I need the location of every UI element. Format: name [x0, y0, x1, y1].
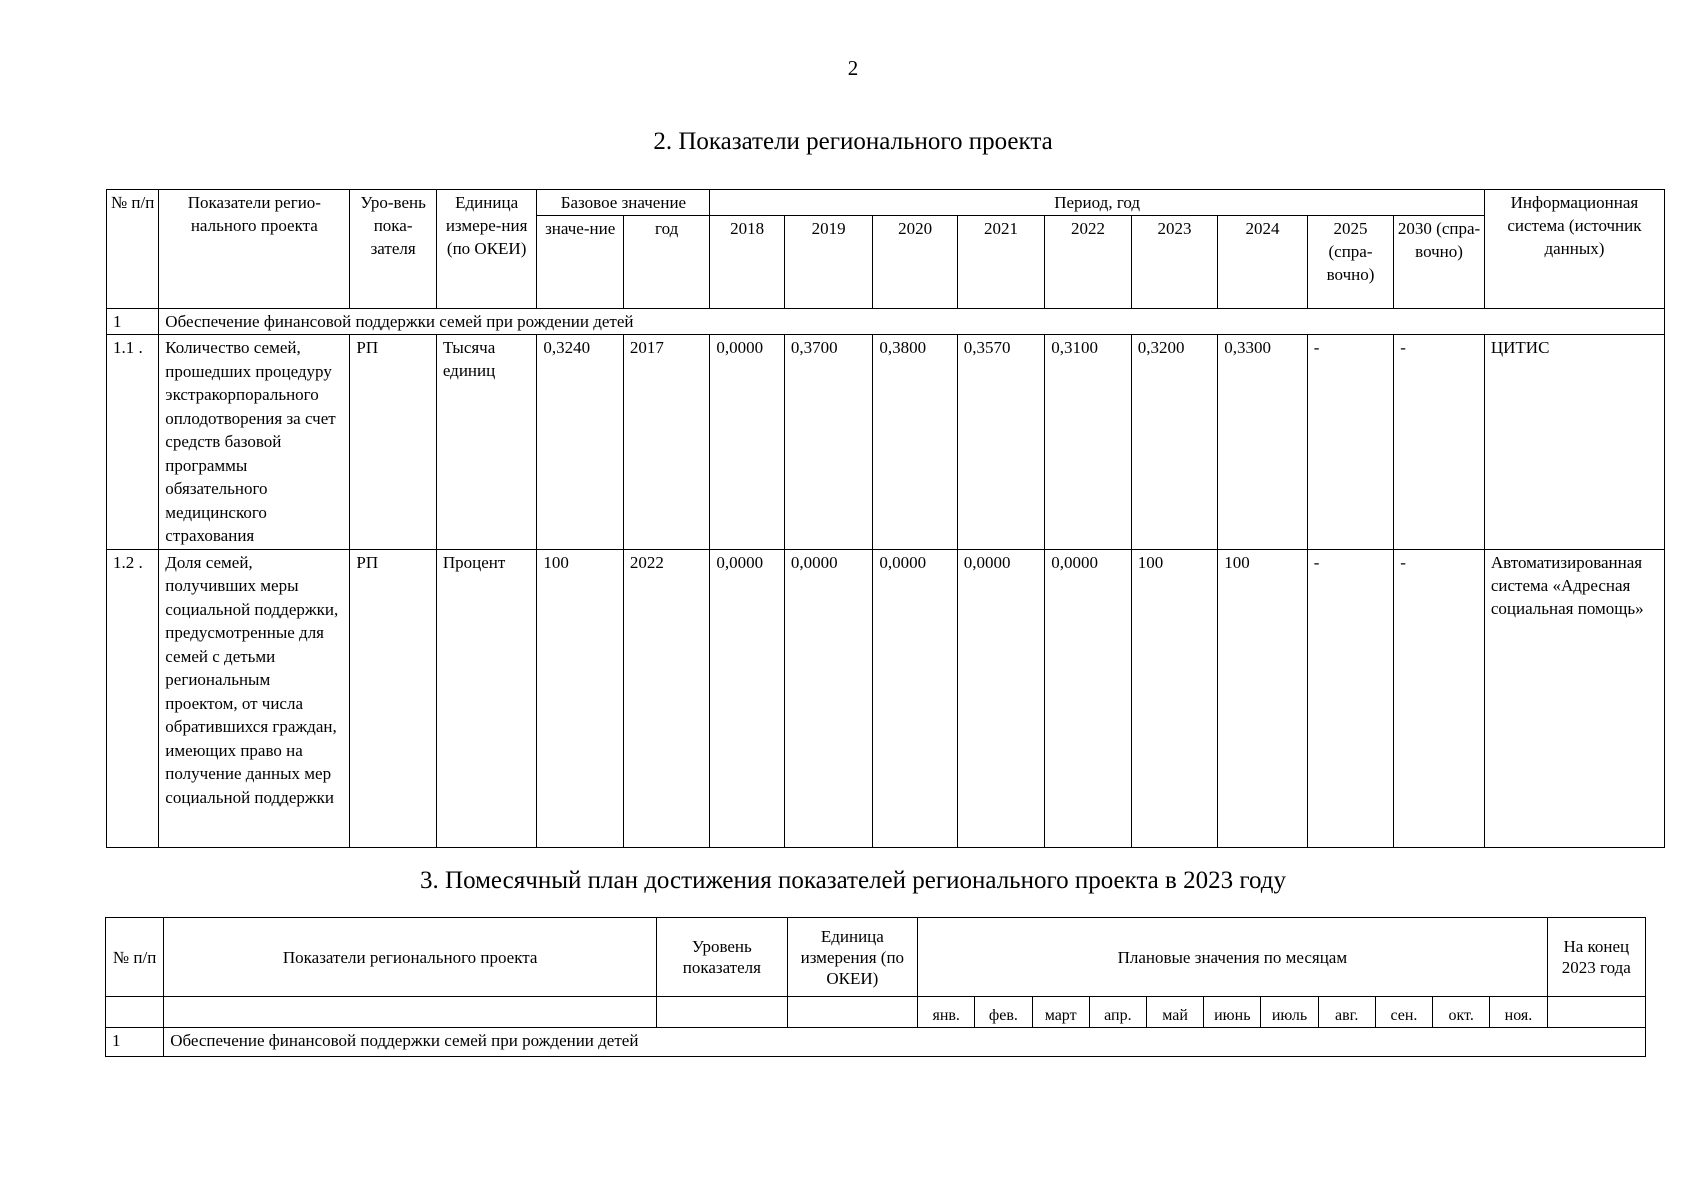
header-year: 2025 (спра-вочно): [1307, 216, 1393, 309]
row-value: 0,3200: [1131, 335, 1217, 550]
empty-cell: [787, 997, 918, 1028]
monthly-plan-table: [105, 917, 1646, 1057]
month-cell: март: [1032, 997, 1089, 1028]
month-cell: апр.: [1089, 997, 1146, 1028]
row-value: -: [1394, 549, 1485, 847]
row-level: РП: [350, 335, 436, 550]
month-cell: июль: [1261, 997, 1318, 1028]
row-value: -: [1394, 335, 1485, 550]
row-num: 1.1 .: [107, 335, 159, 550]
row-value: 0,0000: [784, 549, 873, 847]
row-base-year: 2022: [623, 549, 710, 847]
header-num: № п/п: [106, 918, 164, 997]
header-info: Информационная система (источник данных): [1484, 190, 1664, 309]
header-year: 2022: [1045, 216, 1131, 309]
months-row: [106, 997, 1646, 1028]
month-cell: июнь: [1204, 997, 1261, 1028]
group-num: 1: [107, 309, 159, 335]
header-unit: Единица измере-ния (по ОКЕИ): [436, 190, 537, 309]
table-row: [107, 335, 1665, 550]
header-year: 2021: [957, 216, 1044, 309]
empty-cell: [164, 997, 657, 1028]
group-num: 1: [106, 1028, 164, 1057]
header-indicator: Показатели регио-нального проекта: [159, 190, 350, 309]
header-unit: Единица измерения (по ОКЕИ): [787, 918, 918, 997]
row-value: 0,0000: [710, 549, 784, 847]
row-indicator: Доля семей, получивших меры социальной поддержки, предусмотренные для семей с детьми региональным проектом, от числа обратившихся граждан, имеющих право на получение данных мер социальной поддержки: [159, 549, 350, 847]
header-period: Период, год: [710, 190, 1484, 216]
header-end-of-year: На конец 2023 года: [1547, 918, 1645, 997]
row-level: РП: [350, 549, 436, 847]
row-unit: Тысяча единиц: [436, 335, 537, 550]
header-year: 2024: [1218, 216, 1308, 309]
header-planned: Плановые значения по месяцам: [918, 918, 1548, 997]
row-unit: Процент: [436, 549, 537, 847]
empty-cell: [106, 997, 164, 1028]
group-title: Обеспечение финансовой поддержки семей при рождении детей: [164, 1028, 1646, 1057]
row-value: 0,3800: [873, 335, 957, 550]
header-year: 2020: [873, 216, 957, 309]
section-2-title: 2. Показатели регионального проекта: [653, 128, 1053, 155]
row-value: 100: [1131, 549, 1217, 847]
indicators-table: [106, 189, 1665, 848]
row-info: Автоматизированная система «Адресная социальная помощь»: [1484, 549, 1664, 847]
header-indicator: Показатели регионального проекта: [164, 918, 657, 997]
empty-cell: [657, 997, 788, 1028]
row-value: 0,0000: [710, 335, 784, 550]
month-cell: окт.: [1433, 997, 1490, 1028]
table-row: [107, 549, 1665, 847]
row-value: 0,3700: [784, 335, 873, 550]
month-cell: фев.: [975, 997, 1032, 1028]
row-value: -: [1307, 335, 1393, 550]
row-value: 0,3570: [957, 335, 1044, 550]
row-value: 0,3300: [1218, 335, 1308, 550]
month-cell: сен.: [1375, 997, 1432, 1028]
month-cell: янв.: [918, 997, 975, 1028]
header-level: Уровень показателя: [657, 918, 788, 997]
month-cell: май: [1146, 997, 1203, 1028]
row-base-value: 0,3240: [537, 335, 623, 550]
row-value: 0,0000: [873, 549, 957, 847]
header-level: Уро-вень пока-зателя: [350, 190, 436, 309]
header-year: 2023: [1131, 216, 1217, 309]
row-base-year: 2017: [623, 335, 710, 550]
header-base-value: значе-ние: [537, 216, 623, 309]
row-value: 0,3100: [1045, 335, 1131, 550]
group-row: [106, 1028, 1646, 1057]
header-num: № п/п: [107, 190, 159, 309]
row-info: ЦИТИС: [1484, 335, 1664, 550]
row-value: 100: [1218, 549, 1308, 847]
month-cell: авг.: [1318, 997, 1375, 1028]
page-number: 2: [847, 56, 859, 80]
header-year: 2018: [710, 216, 784, 309]
row-value: 0,0000: [1045, 549, 1131, 847]
header-year: 2019: [784, 216, 873, 309]
group-row: [107, 309, 1665, 335]
row-value: 0,0000: [957, 549, 1044, 847]
group-title: Обеспечение финансовой поддержки семей при рождении детей: [159, 309, 1665, 335]
header-base: Базовое значение: [537, 190, 710, 216]
header-base-year: год: [623, 216, 710, 309]
section-3-title: 3. Помесячный план достижения показателей регионального проекта в 2023 году: [420, 867, 1286, 894]
empty-cell: [1547, 997, 1645, 1028]
row-value: -: [1307, 549, 1393, 847]
row-num: 1.2 .: [107, 549, 159, 847]
row-base-value: 100: [537, 549, 623, 847]
header-year: 2030 (спра-вочно): [1394, 216, 1485, 309]
month-cell: ноя.: [1490, 997, 1547, 1028]
row-indicator: Количество семей, прошедших процедуру экстракорпорального оплодотворения за счет средств базовой программы обязательного медицинского страхования: [159, 335, 350, 550]
